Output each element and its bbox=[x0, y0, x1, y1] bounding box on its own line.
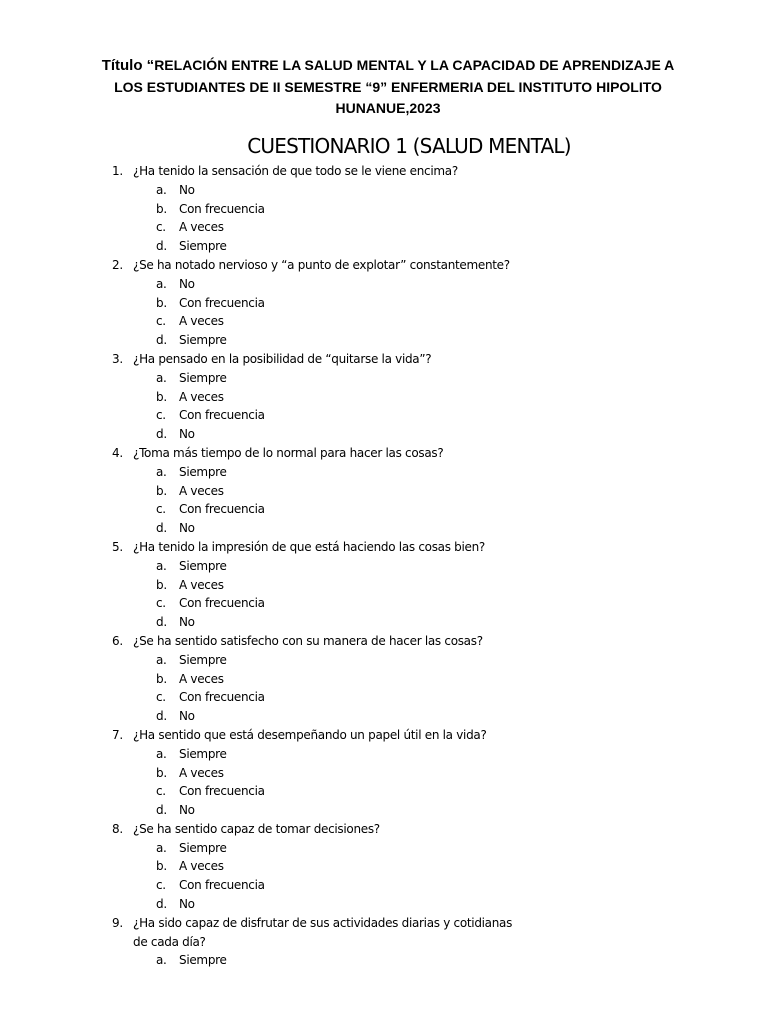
question-number: 9. bbox=[112, 915, 123, 930]
answer-option bbox=[0, 482, 768, 501]
option-text: Con frecuencia bbox=[179, 784, 265, 799]
option-text: A veces bbox=[179, 765, 224, 780]
question-line bbox=[0, 726, 768, 745]
document-title bbox=[90, 55, 686, 120]
answer-option bbox=[0, 764, 768, 783]
answer-option bbox=[0, 707, 768, 726]
question-item bbox=[0, 350, 768, 444]
option-letter: a. bbox=[156, 276, 167, 291]
option-text: Siempre bbox=[179, 333, 227, 348]
option-letter: d. bbox=[156, 803, 167, 818]
option-letter: c. bbox=[156, 502, 166, 517]
answer-option bbox=[0, 519, 768, 538]
option-letter: b. bbox=[156, 295, 167, 310]
question-number: 3. bbox=[112, 351, 123, 366]
option-text: Con frecuencia bbox=[179, 201, 265, 216]
option-letter: b. bbox=[156, 483, 167, 498]
answer-option bbox=[0, 576, 768, 595]
option-letter: b. bbox=[156, 201, 167, 216]
option-letter: d. bbox=[156, 239, 167, 254]
question-text: ¿Ha pensado en la posibilidad de “quitarse la vida”? bbox=[133, 351, 432, 366]
option-text: Siempre bbox=[179, 370, 227, 385]
question-item bbox=[0, 820, 768, 914]
option-letter: a. bbox=[156, 746, 167, 761]
option-text: Con frecuencia bbox=[179, 596, 265, 611]
option-text: No bbox=[179, 709, 195, 724]
answer-option bbox=[0, 557, 768, 576]
question-number: 1. bbox=[112, 164, 123, 178]
option-text: No bbox=[179, 182, 195, 197]
question-line bbox=[0, 162, 768, 181]
answer-option bbox=[0, 613, 768, 632]
question-text: ¿Se ha notado nervioso y “a punto de explotar” constantemente? bbox=[133, 257, 510, 272]
question-text: ¿Se ha sentido capaz de tomar decisiones? bbox=[133, 821, 380, 836]
option-letter: c. bbox=[156, 784, 166, 799]
option-text: Siempre bbox=[179, 558, 227, 573]
answer-option bbox=[0, 782, 768, 801]
option-letter: a. bbox=[156, 558, 167, 573]
question-item bbox=[0, 726, 768, 820]
option-text: A veces bbox=[179, 483, 224, 498]
option-letter: a. bbox=[156, 953, 167, 968]
option-letter: c. bbox=[156, 878, 166, 893]
question-item bbox=[0, 444, 768, 538]
answer-option bbox=[0, 801, 768, 820]
answer-option bbox=[0, 463, 768, 482]
option-text: No bbox=[179, 276, 195, 291]
question-line bbox=[0, 538, 768, 557]
question-item bbox=[0, 632, 768, 726]
option-text: A veces bbox=[179, 314, 224, 329]
option-text: A veces bbox=[179, 577, 224, 592]
option-letter: d. bbox=[156, 615, 167, 630]
option-letter: d. bbox=[156, 897, 167, 912]
option-letter: b. bbox=[156, 765, 167, 780]
question-line bbox=[0, 632, 768, 651]
question-line bbox=[0, 914, 768, 952]
answer-option bbox=[0, 876, 768, 895]
option-text: Siempre bbox=[179, 746, 227, 761]
option-text: Con frecuencia bbox=[179, 878, 265, 893]
answer-option bbox=[0, 425, 768, 444]
title-lead: Título “ bbox=[101, 57, 155, 74]
option-text: Siempre bbox=[179, 840, 227, 855]
option-letter: c. bbox=[156, 596, 166, 611]
answer-option bbox=[0, 857, 768, 876]
question-text: ¿Toma más tiempo de lo normal para hacer las cosas? bbox=[133, 445, 444, 460]
option-text: A veces bbox=[179, 859, 224, 874]
option-text: No bbox=[179, 803, 195, 818]
option-text: No bbox=[179, 427, 195, 442]
answer-option bbox=[0, 388, 768, 407]
option-letter: a. bbox=[156, 464, 167, 479]
option-letter: b. bbox=[156, 389, 167, 404]
title-text: RELACIÓN ENTRE LA SALUD MENTAL Y LA CAPACIDAD DE APRENDIZAJE A LOS ESTUDIANTES DE II SEMESTRE “9” ENFERMERIA DEL INSTITUTO HIPOLITO HUNANUE,2023 bbox=[114, 57, 675, 117]
question-item bbox=[0, 162, 768, 256]
answer-option bbox=[0, 745, 768, 764]
question-line bbox=[0, 444, 768, 463]
option-letter: c. bbox=[156, 314, 166, 329]
answer-option bbox=[0, 500, 768, 519]
option-letter: c. bbox=[156, 408, 166, 423]
answer-option bbox=[0, 651, 768, 670]
option-letter: c. bbox=[156, 690, 166, 705]
answer-option bbox=[0, 275, 768, 294]
question-number: 8. bbox=[112, 821, 123, 836]
answer-option bbox=[0, 406, 768, 425]
question-item bbox=[0, 256, 768, 350]
questionnaire-heading: CUESTIONARIO 1 (SALUD MENTAL) bbox=[247, 134, 571, 158]
question-text: ¿Ha sido capaz de disfrutar de sus actividades diarias y cotidianas de cada día? bbox=[133, 915, 513, 949]
option-text: A veces bbox=[179, 220, 224, 235]
option-text: Con frecuencia bbox=[179, 408, 265, 423]
question-item bbox=[0, 538, 768, 632]
option-text: No bbox=[179, 521, 195, 536]
answer-option bbox=[0, 839, 768, 858]
option-text: A veces bbox=[179, 671, 224, 686]
answer-option bbox=[0, 369, 768, 388]
option-letter: b. bbox=[156, 671, 167, 686]
option-letter: b. bbox=[156, 577, 167, 592]
answer-option bbox=[0, 294, 768, 313]
answer-option bbox=[0, 331, 768, 350]
option-letter: a. bbox=[156, 652, 167, 667]
option-text: Siempre bbox=[179, 652, 227, 667]
option-letter: b. bbox=[156, 859, 167, 874]
answer-option bbox=[0, 688, 768, 707]
option-text: A veces bbox=[179, 389, 224, 404]
option-text: No bbox=[179, 615, 195, 630]
answer-option bbox=[0, 181, 768, 200]
question-text: ¿Ha tenido la sensación de que todo se le viene encima? bbox=[133, 164, 458, 178]
answer-option bbox=[0, 670, 768, 689]
answer-option bbox=[0, 895, 768, 914]
answer-option bbox=[0, 951, 768, 970]
answer-option bbox=[0, 200, 768, 219]
question-text: ¿Ha tenido la impresión de que está haciendo las cosas bien? bbox=[133, 539, 485, 554]
option-text: No bbox=[179, 897, 195, 912]
option-letter: a. bbox=[156, 840, 167, 855]
option-text: Con frecuencia bbox=[179, 502, 265, 517]
option-text: Siempre bbox=[179, 464, 227, 479]
option-letter: c. bbox=[156, 220, 166, 235]
question-number: 5. bbox=[112, 539, 123, 554]
option-text: Siempre bbox=[179, 953, 227, 968]
option-letter: a. bbox=[156, 182, 167, 197]
question-line bbox=[0, 256, 768, 275]
question-text: ¿Ha sentido que está desempeñando un papel útil en la vida? bbox=[133, 727, 487, 742]
option-letter: d. bbox=[156, 427, 167, 442]
question-number: 4. bbox=[112, 445, 123, 460]
option-letter: d. bbox=[156, 709, 167, 724]
question-line bbox=[0, 820, 768, 839]
answer-option bbox=[0, 594, 768, 613]
option-text: Con frecuencia bbox=[179, 690, 265, 705]
option-letter: a. bbox=[156, 370, 167, 385]
question-number: 7. bbox=[112, 727, 123, 742]
question-text: ¿Se ha sentido satisfecho con su manera de hacer las cosas? bbox=[133, 633, 483, 648]
answer-option bbox=[0, 312, 768, 331]
option-letter: d. bbox=[156, 521, 167, 536]
answer-option bbox=[0, 237, 768, 256]
question-number: 2. bbox=[112, 257, 123, 272]
option-text: Siempre bbox=[179, 239, 227, 254]
option-letter: d. bbox=[156, 333, 167, 348]
answer-option bbox=[0, 218, 768, 237]
question-line bbox=[0, 350, 768, 369]
question-number: 6. bbox=[112, 633, 123, 648]
question-list bbox=[0, 162, 768, 970]
option-text: Con frecuencia bbox=[179, 295, 265, 310]
question-item bbox=[0, 914, 768, 970]
